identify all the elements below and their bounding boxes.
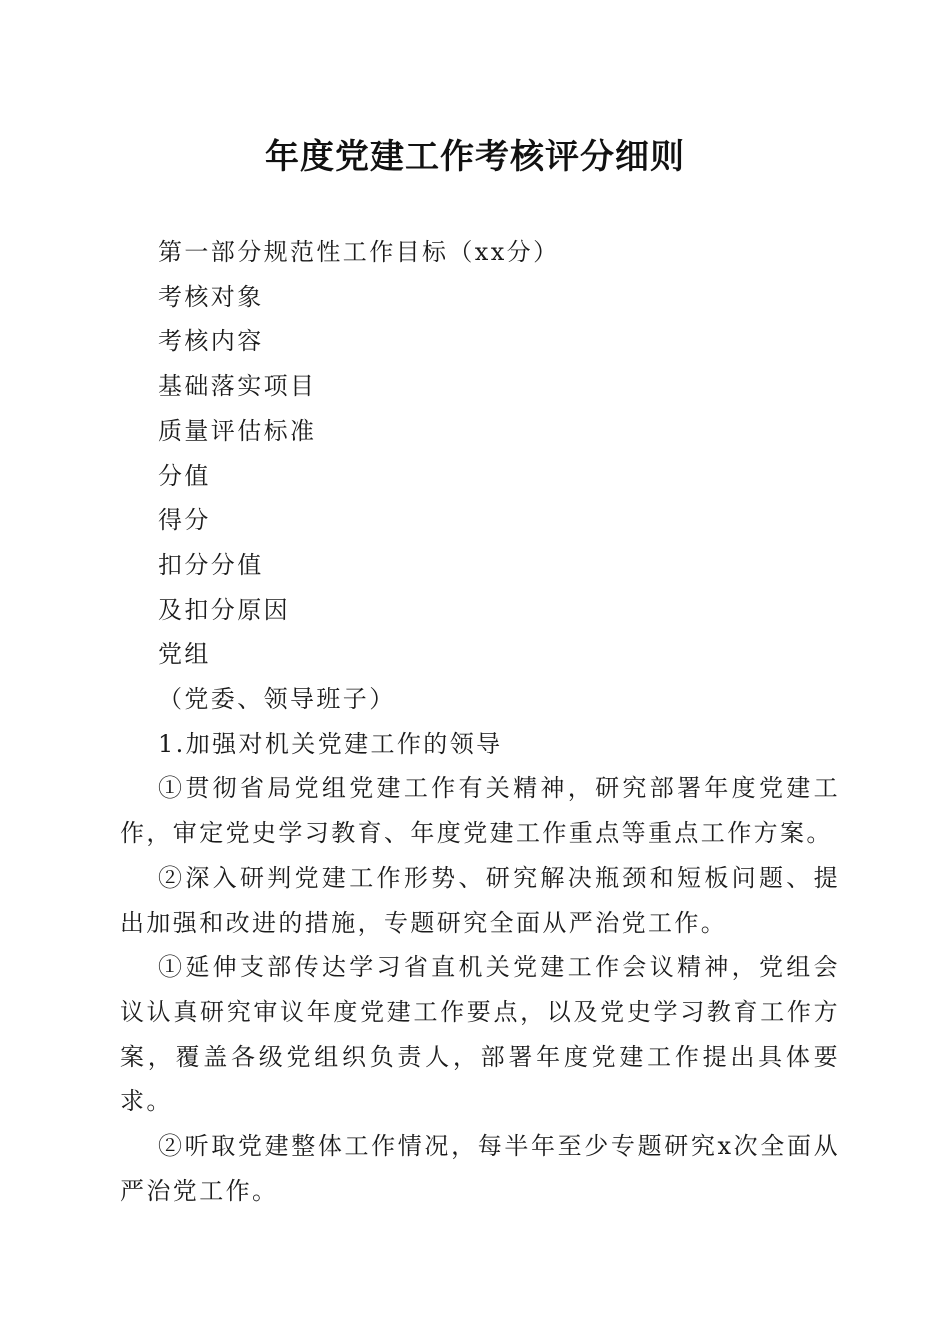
text-line: 考核内容 [158, 327, 264, 356]
text-line: 分值 [158, 461, 211, 490]
text-line: 及扣分原因 [158, 595, 290, 624]
paragraph: ①延伸支部传达学习省直机关党建工作会议精神，党组会议认真研究审议年度党建工作要点，以及党史学习教育工作方案，覆盖各级党组织负责人，部署年度党建工作提出具体要求。 [120, 953, 840, 1116]
paragraph: ②深入研判党建工作形势、研究解决瓶颈和短板问题、提出加强和改进的措施，专题研究全面从严治党工作。 [120, 863, 840, 937]
document-body [120, 230, 840, 1213]
item-heading: 1.加强对机关党建工作的领导 [158, 729, 503, 758]
text-line: 质量评估标准 [158, 416, 317, 445]
text-line: 考核对象 [158, 282, 264, 311]
text-line: 扣分分值 [158, 550, 264, 579]
paragraph: ②听取党建整体工作情况，每半年至少专题研究x次全面从严治党工作。 [120, 1132, 840, 1205]
text-line: （党委、领导班子） [158, 685, 396, 714]
paragraph: ①贯彻省局党组党建工作有关精神，研究部署年度党建工作，审定党史学习教育、年度党建工作重点等重点工作方案。 [120, 774, 840, 848]
section-heading: 第一部分规范性工作目标（xx分） [158, 238, 560, 266]
text-line: 党组 [158, 640, 211, 669]
text-line: 得分 [158, 506, 211, 535]
text-line: 基础落实项目 [158, 372, 317, 401]
document-title: 年度党建工作考核评分细则 [265, 137, 685, 177]
